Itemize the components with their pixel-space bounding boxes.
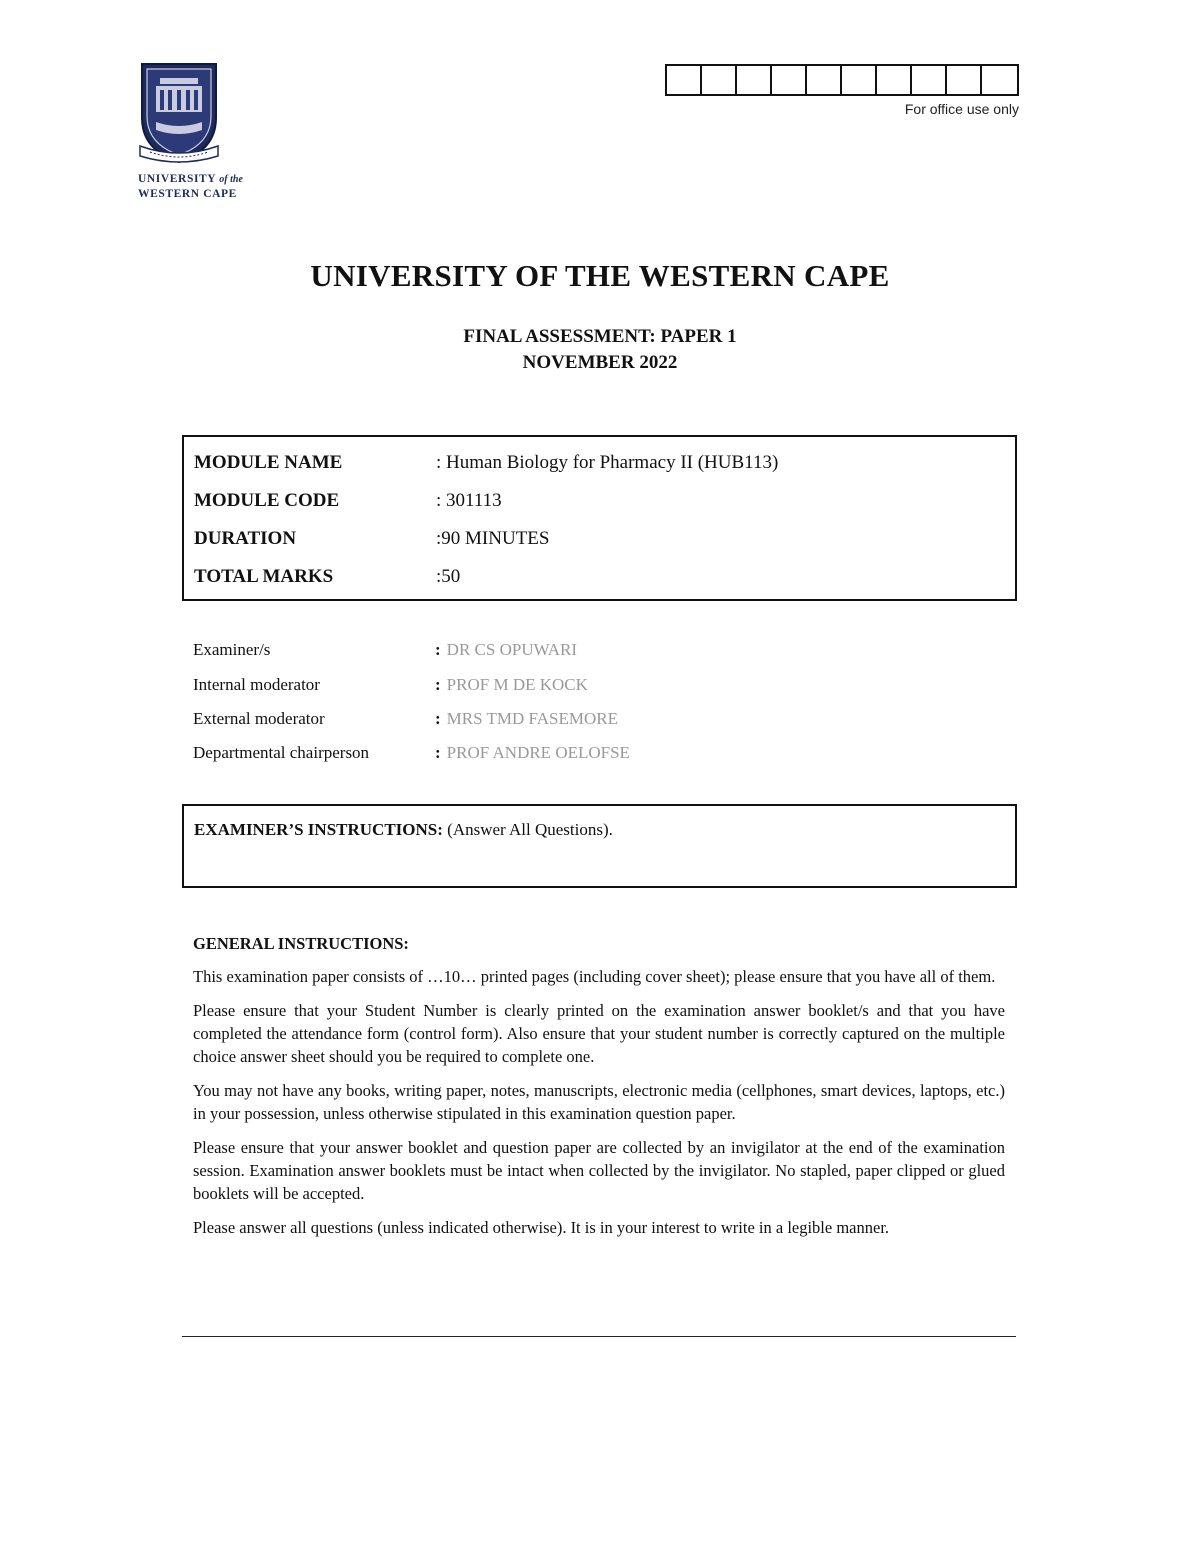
university-logo	[138, 60, 243, 202]
external-moderator-sep: :	[435, 709, 441, 728]
external-moderator-value-wrap	[435, 709, 618, 729]
module-code-label: MODULE CODE	[194, 490, 340, 511]
general-instructions-title: GENERAL INSTRUCTIONS:	[193, 934, 409, 953]
examiner-instructions	[194, 820, 613, 840]
internal-moderator-value: PROF M DE KOCK	[446, 675, 588, 694]
office-use-boxes	[665, 64, 1019, 96]
module-details-box	[182, 435, 1017, 601]
assessment-title: FINAL ASSESSMENT: PAPER 1	[463, 326, 737, 347]
chairperson-sep: :	[435, 743, 441, 762]
instruction-paragraph: Please ensure that your Student Number is clearly printed on the examination answer booklet/s and that you have completed the attendance form (control form). Also ensure that your student number is correctly captured on the multiple choice answer sheet should you be required to complete one.	[193, 1001, 1005, 1066]
office-use-box	[667, 66, 702, 94]
chairperson-value: PROF ANDRE OELOFSE	[446, 743, 630, 762]
office-use-label: For office use only	[904, 101, 1019, 117]
external-moderator-label: External moderator	[193, 709, 325, 728]
bottom-divider	[182, 1336, 1016, 1337]
office-use-box	[807, 66, 842, 94]
office-use-box	[947, 66, 982, 94]
duration-label: DURATION	[194, 528, 297, 549]
logo-line1: UNIVERSITY	[138, 173, 216, 185]
university-crest-icon	[138, 60, 220, 168]
general-instructions	[193, 932, 1005, 1250]
office-use-box	[982, 66, 1017, 94]
internal-moderator-label: Internal moderator	[193, 675, 320, 694]
instruction-paragraph: This examination paper consists of …10… printed pages (including cover sheet); please ensure that you have all of them.	[193, 967, 996, 986]
office-use-box	[877, 66, 912, 94]
total-marks-label: TOTAL MARKS	[194, 566, 334, 587]
office-use-box	[702, 66, 737, 94]
module-code-value: : 301113	[436, 490, 502, 511]
office-use-box	[842, 66, 877, 94]
examiner-instructions-text: (Answer All Questions).	[447, 820, 613, 839]
chairperson-value-wrap	[435, 743, 630, 763]
examiner-value-wrap	[435, 640, 577, 660]
examiner-value: DR CS OPUWARI	[446, 640, 578, 659]
examiner-instructions-label: EXAMINER’S INSTRUCTIONS:	[194, 820, 443, 839]
total-marks-value: :50	[436, 566, 461, 587]
instruction-paragraph: You may not have any books, writing paper, notes, manuscripts, electronic media (cellphones, smart devices, laptops, etc.) in your possession, unless otherwise stipulated in this examination question paper.	[193, 1081, 1005, 1123]
module-name-label: MODULE NAME	[194, 452, 343, 473]
office-use-box	[772, 66, 807, 94]
logo-wordmark	[138, 172, 243, 202]
duration-value: :90 MINUTES	[436, 528, 550, 549]
module-name-value: : Human Biology for Pharmacy II (HUB113)	[436, 452, 779, 473]
logo-line2: WESTERN CAPE	[138, 188, 237, 200]
logo-line1-small: of the	[219, 174, 243, 185]
examiner-sep: :	[435, 640, 441, 659]
assessment-date: NOVEMBER 2022	[522, 352, 678, 373]
chairperson-label: Departmental chairperson	[193, 743, 370, 762]
instruction-paragraph: Please ensure that your answer booklet and question paper are collected by an invigilator at the end of the examination session. Examination answer booklets must be intact when collected by the invigilator. No stapled, paper clipped or glued booklets will be accepted.	[193, 1138, 1005, 1203]
office-use-box	[912, 66, 947, 94]
office-use-panel	[665, 64, 1019, 117]
external-moderator-value: MRS TMD FASEMORE	[446, 709, 618, 728]
internal-moderator-sep: :	[435, 675, 441, 694]
office-use-box	[737, 66, 772, 94]
examiner-label: Examiner/s	[193, 640, 271, 659]
university-title: UNIVERSITY OF THE WESTERN CAPE	[310, 258, 890, 293]
instruction-paragraph: Please answer all questions (unless indicated otherwise). It is in your interest to write in a legible manner.	[193, 1218, 890, 1237]
internal-moderator-value-wrap	[435, 675, 588, 695]
examiner-instructions-box	[182, 804, 1017, 888]
